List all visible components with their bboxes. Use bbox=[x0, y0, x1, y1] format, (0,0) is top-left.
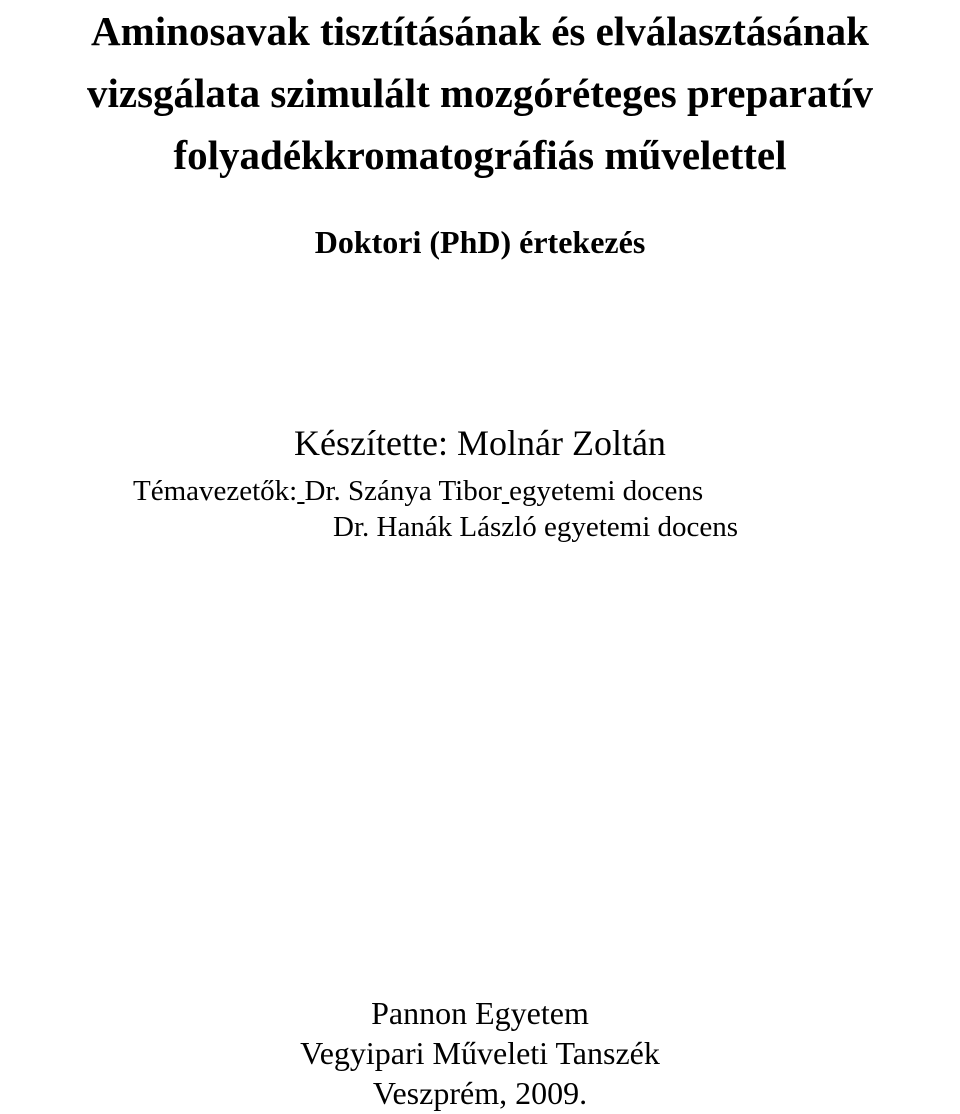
supervisors-block bbox=[133, 473, 738, 545]
university-name: Pannon Egyetem bbox=[371, 995, 589, 1031]
author-name: Molnár Zoltán bbox=[456, 423, 666, 463]
thesis-type: Doktori (PhD) értekezés bbox=[314, 224, 646, 260]
institution-footer bbox=[0, 993, 960, 1113]
supervisor-2: Dr. Hanák László egyetemi docens bbox=[333, 511, 739, 543]
supervisor-1-title: egyetemi docens bbox=[509, 475, 704, 507]
thesis-title bbox=[0, 0, 960, 186]
author-label: Készítette: bbox=[294, 423, 448, 463]
supervisor-row-1 bbox=[133, 473, 738, 509]
title-line-2: vizsgálata szimulált mozgóréteges preparatív bbox=[86, 70, 874, 116]
author-line bbox=[0, 416, 960, 470]
label-gap bbox=[297, 475, 304, 507]
department-name: Vegyipari Műveleti Tanszék bbox=[300, 1035, 660, 1071]
supervisor-1-name: Dr. Szánya Tibor bbox=[304, 475, 502, 507]
supervisors-label: Témavezetők: bbox=[133, 475, 298, 507]
place-and-year: Veszprém, 2009. bbox=[372, 1075, 588, 1111]
title-line-3: folyadékkromatográfiás művelettel bbox=[173, 132, 787, 178]
title-line-1: Aminosavak tisztításának és elválasztásának bbox=[91, 8, 869, 54]
supervisor-row-2 bbox=[133, 509, 738, 545]
